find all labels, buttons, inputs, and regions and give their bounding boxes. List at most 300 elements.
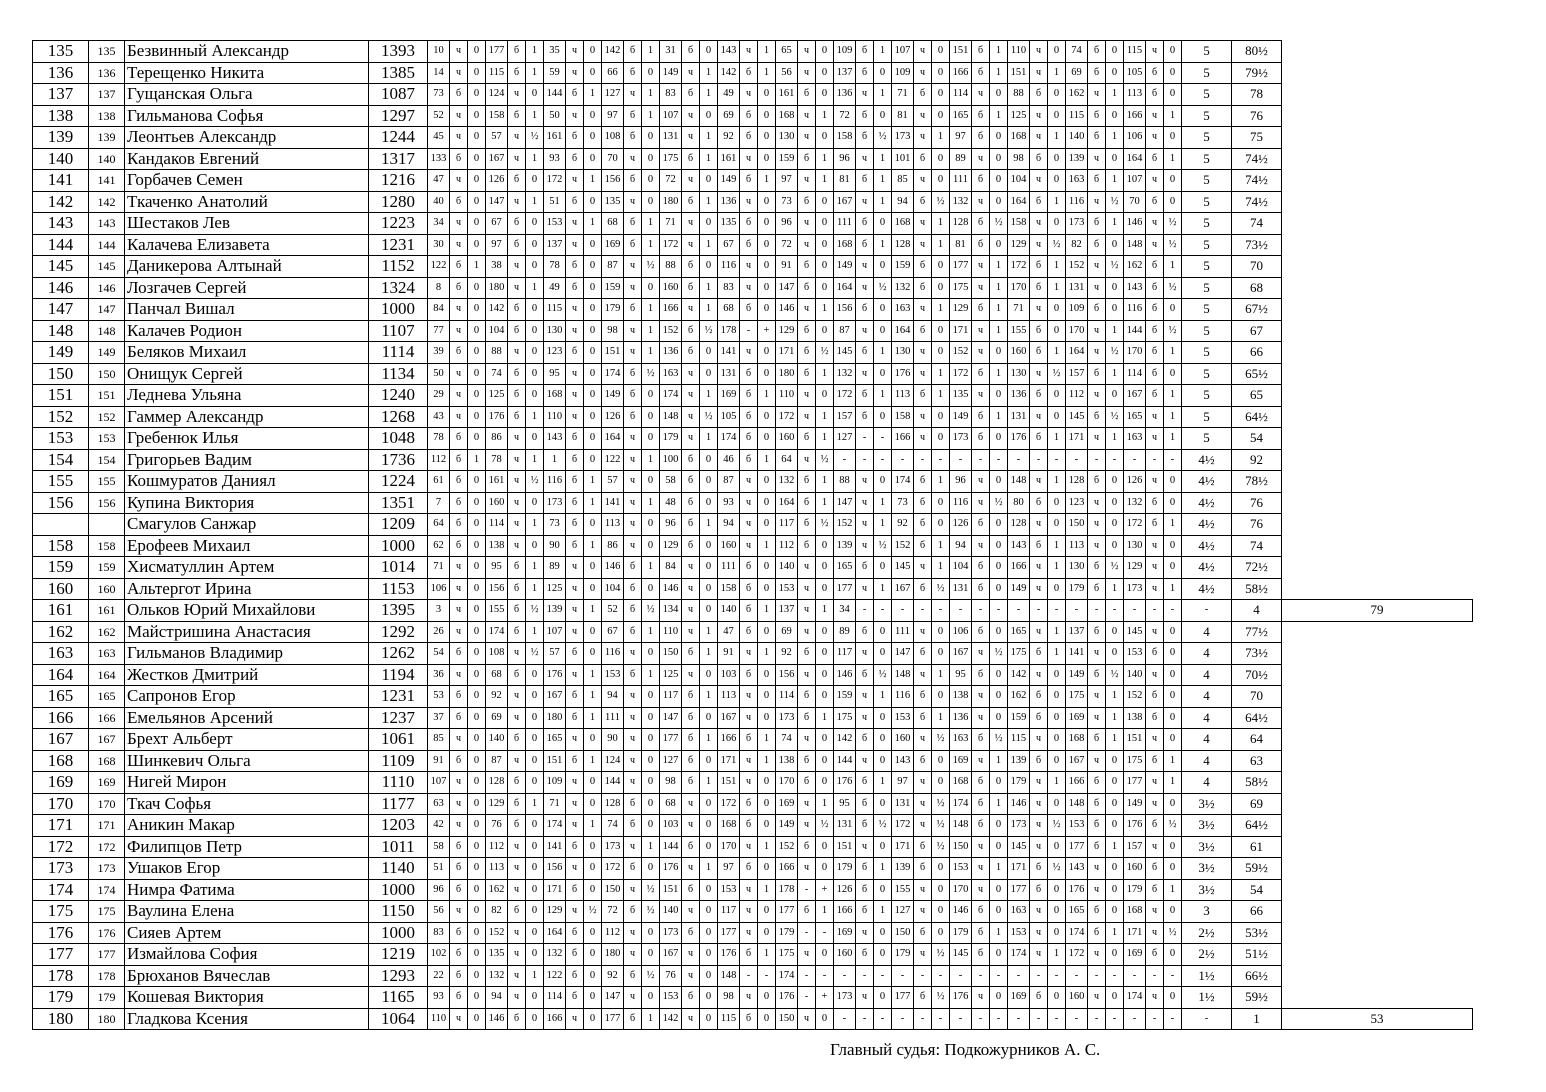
round-opponent-cell: 176 <box>718 944 740 966</box>
player-name-cell: Терещенко Никита <box>125 62 369 84</box>
rating-cell: 1000 <box>369 299 428 321</box>
round-color-cell: ч <box>624 256 642 278</box>
round-opponent-cell: 152 <box>660 320 682 342</box>
round-opponent-cell: 130 <box>544 320 566 342</box>
round-opponent-cell: 113 <box>486 858 508 880</box>
round-opponent-cell: 114 <box>950 84 972 106</box>
round-opponent-cell: 52 <box>428 105 450 127</box>
round-result-cell: 0 <box>816 256 834 278</box>
round-result-cell: 0 <box>816 686 834 708</box>
round-color-cell: ч <box>566 213 584 235</box>
round-result-cell: - <box>1048 1008 1066 1030</box>
round-result-cell: 0 <box>1164 471 1182 493</box>
round-color-cell: ч <box>450 170 468 192</box>
round-result-cell: ½ <box>816 342 834 364</box>
round-result-cell: 0 <box>874 707 892 729</box>
round-result-cell: 0 <box>932 514 950 536</box>
round-result-cell: 0 <box>758 664 776 686</box>
round-result-cell: 0 <box>468 815 486 837</box>
round-result-cell: 1 <box>526 62 544 84</box>
round-opponent-cell: 84 <box>660 557 682 579</box>
round-color-cell: ч <box>1146 621 1164 643</box>
round-opponent-cell: - <box>834 965 856 987</box>
tiebreak-cell: 79 <box>1282 600 1473 622</box>
round-result-cell: 0 <box>1048 901 1066 923</box>
round-opponent-cell: 174 <box>776 965 798 987</box>
round-color-cell: б <box>682 492 700 514</box>
round-result-cell: 0 <box>584 965 602 987</box>
round-color-cell: ч <box>972 148 990 170</box>
round-result-cell: 0 <box>584 234 602 256</box>
round-opponent-cell: 93 <box>544 148 566 170</box>
round-opponent-cell: 71 <box>892 84 914 106</box>
round-color-cell: б <box>566 127 584 149</box>
round-opponent-cell: 142 <box>660 1008 682 1030</box>
round-result-cell: 0 <box>526 492 544 514</box>
round-result-cell: 1 <box>584 84 602 106</box>
round-result-cell: 1 <box>642 320 660 342</box>
round-opponent-cell: 167 <box>660 944 682 966</box>
round-color-cell: ч <box>856 707 874 729</box>
round-result-cell: + <box>816 987 834 1009</box>
round-opponent-cell: 131 <box>718 363 740 385</box>
round-opponent-cell: 93 <box>718 492 740 514</box>
start-number-cell: 159 <box>89 557 125 579</box>
standings-table <box>32 40 1473 1030</box>
place-cell: 164 <box>33 664 89 686</box>
round-opponent-cell: 174 <box>660 385 682 407</box>
round-color-cell: б <box>740 234 758 256</box>
round-color-cell: ч <box>566 320 584 342</box>
round-opponent-cell: 111 <box>602 707 624 729</box>
round-opponent-cell: 142 <box>486 299 508 321</box>
round-opponent-cell: 180 <box>544 707 566 729</box>
round-result-cell: - <box>1164 1008 1182 1030</box>
round-color-cell: б <box>1146 750 1164 772</box>
table-row <box>33 514 1473 536</box>
round-opponent-cell: 10 <box>428 41 450 63</box>
round-opponent-cell: 122 <box>428 256 450 278</box>
round-color-cell: б <box>1146 707 1164 729</box>
round-opponent-cell: 167 <box>544 686 566 708</box>
round-opponent-cell: 180 <box>776 363 798 385</box>
round-result-cell: 1 <box>758 600 776 622</box>
round-result-cell: 0 <box>874 256 892 278</box>
round-result-cell: 0 <box>468 922 486 944</box>
round-opponent-cell: 172 <box>1008 256 1030 278</box>
round-opponent-cell: 38 <box>486 256 508 278</box>
round-color-cell: б <box>1030 750 1048 772</box>
round-color-cell: ч <box>1146 836 1164 858</box>
round-result-cell: ½ <box>816 815 834 837</box>
round-opponent-cell: 152 <box>950 342 972 364</box>
round-color-cell: б <box>1030 256 1048 278</box>
round-opponent-cell: 150 <box>660 643 682 665</box>
round-result-cell: 0 <box>468 836 486 858</box>
round-opponent-cell: 176 <box>1124 815 1146 837</box>
round-color-cell: ч <box>508 492 526 514</box>
round-color-cell: ч <box>1088 320 1106 342</box>
round-color-cell: ч <box>624 987 642 1009</box>
start-number-cell: 160 <box>89 578 125 600</box>
round-opponent-cell: 87 <box>718 471 740 493</box>
round-opponent-cell: 140 <box>1066 127 1088 149</box>
round-opponent-cell: 175 <box>1008 643 1030 665</box>
round-opponent-cell: 176 <box>834 772 856 794</box>
round-opponent-cell: 131 <box>1066 277 1088 299</box>
round-color-cell: б <box>508 578 526 600</box>
round-opponent-cell: 151 <box>1008 62 1030 84</box>
round-result-cell: 1 <box>874 148 892 170</box>
round-color-cell: б <box>450 922 468 944</box>
round-result-cell: 0 <box>816 84 834 106</box>
start-number-cell: 169 <box>89 772 125 794</box>
place-cell: 159 <box>33 557 89 579</box>
round-color-cell: ч <box>624 686 642 708</box>
start-number-cell: 161 <box>89 600 125 622</box>
round-color-cell: б <box>972 578 990 600</box>
round-opponent-cell: 124 <box>602 750 624 772</box>
round-color-cell: б <box>1088 836 1106 858</box>
place-cell: 175 <box>33 901 89 923</box>
round-color-cell: ч <box>624 535 642 557</box>
round-color-cell: б <box>740 299 758 321</box>
round-color-cell: - <box>856 428 874 450</box>
round-result-cell: 0 <box>816 320 834 342</box>
round-result-cell: 0 <box>584 363 602 385</box>
round-opponent-cell: 128 <box>950 213 972 235</box>
round-color-cell: ч <box>1030 471 1048 493</box>
round-color-cell: б <box>624 901 642 923</box>
round-opponent-cell: 69 <box>1066 62 1088 84</box>
place-cell: 141 <box>33 170 89 192</box>
round-color-cell: б <box>450 686 468 708</box>
round-result-cell: 0 <box>526 428 544 450</box>
round-opponent-cell: 153 <box>776 578 798 600</box>
round-opponent-cell: 172 <box>1124 514 1146 536</box>
round-color-cell: ч <box>972 277 990 299</box>
round-color-cell: б <box>450 535 468 557</box>
round-result-cell: 0 <box>758 922 776 944</box>
round-result-cell: 0 <box>468 535 486 557</box>
round-color-cell: ч <box>450 62 468 84</box>
round-color-cell: б <box>1030 148 1048 170</box>
round-result-cell: 0 <box>642 944 660 966</box>
round-color-cell: ч <box>1088 707 1106 729</box>
round-color-cell: ч <box>740 256 758 278</box>
round-color-cell: ч <box>972 707 990 729</box>
round-result-cell: 0 <box>468 277 486 299</box>
round-opponent-cell: 172 <box>776 406 798 428</box>
round-result-cell: 0 <box>642 471 660 493</box>
round-result-cell: 0 <box>758 191 776 213</box>
round-result-cell: 0 <box>526 234 544 256</box>
round-color-cell: - <box>856 600 874 622</box>
round-color-cell: б <box>1146 84 1164 106</box>
round-opponent-cell: 68 <box>486 664 508 686</box>
round-color-cell: - <box>856 1008 874 1030</box>
rating-cell: 1293 <box>369 965 428 987</box>
round-result-cell: 0 <box>468 965 486 987</box>
round-result-cell: 0 <box>758 707 776 729</box>
round-color-cell: б <box>450 987 468 1009</box>
round-opponent-cell: 174 <box>950 793 972 815</box>
round-opponent-cell: 153 <box>718 879 740 901</box>
round-result-cell: 0 <box>1048 41 1066 63</box>
start-number-cell: 173 <box>89 858 125 880</box>
round-opponent-cell: 151 <box>602 342 624 364</box>
round-color-cell: ч <box>1088 858 1106 880</box>
round-opponent-cell: 148 <box>1008 471 1030 493</box>
round-color-cell: б <box>566 514 584 536</box>
round-color-cell: б <box>798 363 816 385</box>
round-opponent-cell: 165 <box>544 729 566 751</box>
round-opponent-cell: 143 <box>544 428 566 450</box>
round-opponent-cell: 46 <box>718 449 740 471</box>
round-result-cell: 0 <box>874 299 892 321</box>
round-color-cell: ч <box>1146 557 1164 579</box>
round-result-cell: 1 <box>1164 750 1182 772</box>
round-result-cell: 1 <box>816 901 834 923</box>
round-result-cell: 0 <box>584 858 602 880</box>
round-color-cell: ч <box>624 922 642 944</box>
round-result-cell: 0 <box>642 750 660 772</box>
round-color-cell: ч <box>682 1008 700 1030</box>
round-opponent-cell: 145 <box>834 342 856 364</box>
start-number-cell: 175 <box>89 901 125 923</box>
round-opponent-cell: - <box>1008 965 1030 987</box>
round-opponent-cell: 177 <box>834 578 856 600</box>
round-color-cell: ч <box>914 557 932 579</box>
round-result-cell: 1 <box>816 428 834 450</box>
round-color-cell: б <box>740 406 758 428</box>
player-name-cell: Смагулов Санжар <box>125 514 369 536</box>
start-number-cell: 137 <box>89 84 125 106</box>
round-result-cell: 0 <box>990 621 1008 643</box>
player-name-cell: Шинкевич Ольга <box>125 750 369 772</box>
round-color-cell: б <box>972 234 990 256</box>
start-number-cell: 149 <box>89 342 125 364</box>
round-color-cell: ч <box>508 471 526 493</box>
round-result-cell: 0 <box>1106 643 1124 665</box>
player-name-cell: Кошмуратов Даниял <box>125 471 369 493</box>
player-name-cell: Ушаков Егор <box>125 858 369 880</box>
round-color-cell: б <box>682 191 700 213</box>
player-name-cell: Леонтьев Александр <box>125 127 369 149</box>
player-name-cell: Нигей Мирон <box>125 772 369 794</box>
round-color-cell: ч <box>450 41 468 63</box>
place-cell: 158 <box>33 535 89 557</box>
round-opponent-cell: 93 <box>428 987 450 1009</box>
round-opponent-cell: 125 <box>486 385 508 407</box>
round-color-cell: б <box>508 729 526 751</box>
round-color-cell: б <box>566 944 584 966</box>
round-opponent-cell: 91 <box>776 256 798 278</box>
round-result-cell: 0 <box>526 901 544 923</box>
round-color-cell: б <box>1146 879 1164 901</box>
round-result-cell: 1 <box>874 772 892 794</box>
round-result-cell: 0 <box>526 664 544 686</box>
round-color-cell: б <box>972 664 990 686</box>
round-result-cell: 1 <box>642 836 660 858</box>
round-result-cell: ½ <box>642 256 660 278</box>
round-opponent-cell: 136 <box>1008 385 1030 407</box>
round-color-cell: ч <box>1146 234 1164 256</box>
round-opponent-cell: 106 <box>428 578 450 600</box>
round-color-cell: ч <box>450 578 468 600</box>
round-opponent-cell: - <box>892 1008 914 1030</box>
round-result-cell: 0 <box>874 621 892 643</box>
place-cell: 168 <box>33 750 89 772</box>
round-opponent-cell: 96 <box>660 514 682 536</box>
round-color-cell: ч <box>798 557 816 579</box>
round-opponent-cell: 92 <box>892 514 914 536</box>
round-color-cell: б <box>566 750 584 772</box>
start-number-cell: 179 <box>89 987 125 1009</box>
round-opponent-cell: 179 <box>834 858 856 880</box>
round-opponent-cell: 132 <box>950 191 972 213</box>
round-color-cell: б <box>682 320 700 342</box>
rating-cell: 1268 <box>369 406 428 428</box>
round-color-cell: ч <box>450 320 468 342</box>
round-result-cell: 0 <box>468 664 486 686</box>
round-opponent-cell: 112 <box>602 922 624 944</box>
player-name-cell: Гаммер Александр <box>125 406 369 428</box>
round-result-cell: 0 <box>990 557 1008 579</box>
rating-cell: 1292 <box>369 621 428 643</box>
round-color-cell: б <box>624 41 642 63</box>
round-result-cell: 0 <box>642 686 660 708</box>
round-result-cell: 1 <box>700 428 718 450</box>
round-opponent-cell: 159 <box>1008 707 1030 729</box>
round-result-cell: 0 <box>990 901 1008 923</box>
round-color-cell: ч <box>798 170 816 192</box>
round-result-cell: 1 <box>932 471 950 493</box>
points-cell: 2½ <box>1182 944 1232 966</box>
round-color-cell: ч <box>972 84 990 106</box>
round-color-cell: б <box>508 1008 526 1030</box>
round-opponent-cell: 103 <box>718 664 740 686</box>
tiebreak-cell: 70 <box>1232 686 1282 708</box>
round-color-cell: б <box>1088 815 1106 837</box>
round-opponent-cell: 165 <box>1008 621 1030 643</box>
round-opponent-cell: 102 <box>428 944 450 966</box>
round-opponent-cell: 144 <box>834 750 856 772</box>
round-result-cell: 0 <box>874 987 892 1009</box>
round-result-cell: 0 <box>1048 987 1066 1009</box>
points-cell: 5 <box>1182 170 1232 192</box>
round-result-cell: 0 <box>642 191 660 213</box>
round-color-cell: ч <box>682 127 700 149</box>
rating-cell: 1152 <box>369 256 428 278</box>
round-opponent-cell: 176 <box>892 363 914 385</box>
round-opponent-cell: 148 <box>1066 793 1088 815</box>
round-result-cell: 0 <box>932 256 950 278</box>
round-color-cell: ч <box>566 105 584 127</box>
round-color-cell: б <box>624 600 642 622</box>
round-color-cell: б <box>450 277 468 299</box>
round-color-cell: б <box>566 471 584 493</box>
round-opponent-cell: 81 <box>834 170 856 192</box>
round-opponent-cell: 175 <box>834 707 856 729</box>
round-opponent-cell: 172 <box>602 858 624 880</box>
round-color-cell: ч <box>856 750 874 772</box>
round-color-cell: ч <box>972 750 990 772</box>
round-opponent-cell: 167 <box>718 707 740 729</box>
round-color-cell: ч <box>1088 148 1106 170</box>
round-color-cell: б <box>914 858 932 880</box>
round-color-cell: ч <box>682 363 700 385</box>
round-result-cell: 0 <box>584 41 602 63</box>
round-result-cell: 1 <box>584 170 602 192</box>
round-result-cell: 0 <box>642 514 660 536</box>
round-result-cell: 0 <box>584 621 602 643</box>
round-result-cell: 0 <box>526 729 544 751</box>
round-opponent-cell: 128 <box>1066 471 1088 493</box>
round-result-cell: 0 <box>642 815 660 837</box>
round-color-cell: б <box>682 535 700 557</box>
round-opponent-cell: 69 <box>718 105 740 127</box>
round-opponent-cell: 132 <box>892 277 914 299</box>
round-color-cell: ч <box>1088 535 1106 557</box>
round-color-cell: б <box>508 105 526 127</box>
round-result-cell: 0 <box>700 600 718 622</box>
tiebreak-cell: 58½ <box>1232 578 1282 600</box>
round-color-cell: ч <box>740 514 758 536</box>
points-cell: 4 <box>1182 664 1232 686</box>
round-opponent-cell: - <box>1008 600 1030 622</box>
player-name-cell: Жестков Дмитрий <box>125 664 369 686</box>
round-result-cell: - <box>1106 965 1124 987</box>
round-opponent-cell: 146 <box>1008 793 1030 815</box>
round-opponent-cell: 175 <box>1124 750 1146 772</box>
round-result-cell: 1 <box>526 277 544 299</box>
round-opponent-cell: 74 <box>486 363 508 385</box>
round-opponent-cell: 95 <box>834 793 856 815</box>
round-opponent-cell: 143 <box>1124 277 1146 299</box>
round-opponent-cell: 140 <box>660 901 682 923</box>
round-opponent-cell: 76 <box>660 965 682 987</box>
round-color-cell: б <box>508 772 526 794</box>
round-result-cell: 1 <box>1048 428 1066 450</box>
place-cell: 166 <box>33 707 89 729</box>
round-opponent-cell: 163 <box>892 299 914 321</box>
round-color-cell: ч <box>1146 793 1164 815</box>
tiebreak-cell: 63 <box>1232 750 1282 772</box>
round-color-cell: б <box>624 127 642 149</box>
round-color-cell: ч <box>1030 62 1048 84</box>
round-opponent-cell: 109 <box>892 62 914 84</box>
start-number-cell: 170 <box>89 793 125 815</box>
round-color-cell: ч <box>914 772 932 794</box>
round-result-cell: - <box>990 1008 1008 1030</box>
round-color-cell: ч <box>624 320 642 342</box>
rating-cell: 1216 <box>369 170 428 192</box>
round-color-cell: б <box>682 471 700 493</box>
place-cell: 163 <box>33 643 89 665</box>
round-result-cell: 0 <box>526 707 544 729</box>
round-color-cell: б <box>1088 621 1106 643</box>
round-color-cell: б <box>450 342 468 364</box>
round-color-cell: ч <box>740 879 758 901</box>
round-color-cell: - <box>972 1008 990 1030</box>
round-opponent-cell: 78 <box>486 449 508 471</box>
round-result-cell: - <box>932 600 950 622</box>
round-opponent-cell: 146 <box>1124 213 1146 235</box>
round-color-cell: б <box>624 858 642 880</box>
round-opponent-cell: 137 <box>776 600 798 622</box>
round-opponent-cell: 131 <box>1008 406 1030 428</box>
